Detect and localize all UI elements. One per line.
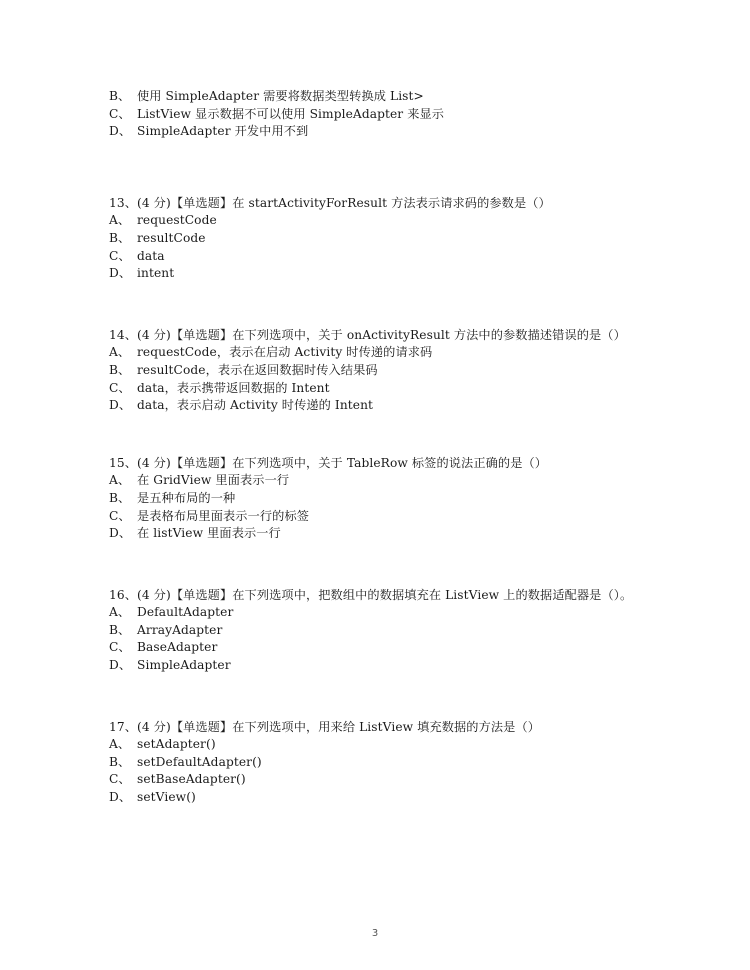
option-text: setBaseAdapter() (137, 772, 246, 787)
option-text: intent (137, 266, 175, 281)
option-letter: A、 (109, 737, 131, 752)
option-d (109, 265, 649, 283)
option-text: resultCode，表示在返回数据时传入结果码 (137, 362, 378, 377)
option-letter: C、 (109, 248, 131, 263)
option-text: data (137, 248, 165, 263)
option-letter: B、 (109, 89, 131, 103)
option-c (109, 106, 649, 124)
option-text: ListView 显示数据不可以使用 SimpleAdapter 来显示 (137, 106, 445, 121)
option-d (109, 397, 649, 415)
option-text: 是表格布局里面表示一行的标签 (137, 508, 310, 523)
option-b (109, 622, 649, 640)
option-c (109, 508, 649, 526)
option-a (109, 212, 649, 230)
option-a (109, 472, 649, 490)
option-text: resultCode (137, 230, 206, 245)
option-letter: B、 (109, 754, 131, 769)
option-d (109, 525, 649, 543)
option-text: requestCode，表示在启动 Activity 时传递的请求码 (137, 345, 433, 360)
previous-question-options (109, 88, 649, 141)
question-stem: 16、(4 分)【单选题】在下列选项中，把数组中的数据填充在 ListView 上的数据适配器是（）。 (109, 587, 633, 602)
option-c (109, 380, 649, 398)
option-text: 使用 SimpleAdapter 需要将数据类型转换成 List> (137, 89, 424, 103)
option-text: BaseAdapter (137, 640, 218, 655)
option-text: data，表示携带返回数据的 Intent (137, 380, 330, 395)
option-c (109, 639, 649, 657)
option-text: setDefaultAdapter() (137, 754, 262, 769)
option-text: setAdapter() (137, 737, 216, 752)
question-13 (109, 195, 649, 283)
page-number: 3 (371, 928, 379, 939)
question-14 (109, 327, 649, 415)
option-letter: A、 (109, 473, 131, 488)
option-letter: D、 (109, 266, 132, 281)
page-content (109, 88, 649, 807)
option-b (109, 230, 649, 248)
question-stem: 14、(4 分)【单选题】在下列选项中，关于 onActivityResult 方法中的参数描述错误的是（） (109, 327, 626, 342)
option-d (109, 657, 649, 675)
question-16 (109, 587, 649, 675)
option-text: 是五种布局的一种 (137, 490, 236, 505)
option-a (109, 604, 649, 622)
option-b (109, 754, 649, 772)
option-text: SimpleAdapter 开发中用不到 (137, 124, 309, 139)
option-text: data，表示启动 Activity 时传递的 Intent (137, 398, 374, 413)
question-stem: 17、(4 分)【单选题】在下列选项中，用来给 ListView 填充数据的方法是（） (109, 719, 541, 734)
option-a (109, 344, 649, 362)
option-letter: D、 (109, 398, 132, 413)
option-letter: A、 (109, 605, 131, 620)
option-letter: C、 (109, 640, 131, 655)
option-letter: D、 (109, 790, 132, 805)
option-b (109, 88, 649, 106)
option-letter: C、 (109, 380, 131, 395)
option-c (109, 248, 649, 266)
option-text: SimpleAdapter (137, 658, 231, 673)
option-text: 在 GridView 里面表示一行 (137, 473, 290, 488)
option-b (109, 362, 649, 380)
option-letter: B、 (109, 230, 131, 245)
option-d (109, 123, 649, 141)
option-c (109, 771, 649, 789)
option-letter: D、 (109, 658, 132, 673)
option-text: 在 listView 里面表示一行 (137, 526, 281, 541)
option-letter: C、 (109, 772, 131, 787)
option-letter: A、 (109, 213, 131, 228)
option-letter: C、 (109, 106, 131, 121)
option-text: DefaultAdapter (137, 605, 234, 620)
option-letter: B、 (109, 490, 131, 505)
question-stem: 13、(4 分)【单选题】在 startActivityForResult 方法表示请求码的参数是（） (109, 195, 551, 210)
option-d (109, 789, 649, 807)
question-17 (109, 719, 649, 807)
question-15 (109, 455, 649, 543)
option-a (109, 736, 649, 754)
option-text: requestCode (137, 213, 217, 228)
option-letter: D、 (109, 124, 132, 139)
option-text: setView() (137, 790, 196, 805)
option-letter: D、 (109, 526, 132, 541)
option-letter: C、 (109, 508, 131, 523)
option-text: ArrayAdapter (137, 622, 223, 637)
question-stem: 15、(4 分)【单选题】在下列选项中，关于 TableRow 标签的说法正确的是（） (109, 455, 548, 470)
option-letter: A、 (109, 345, 131, 360)
option-b (109, 490, 649, 508)
option-letter: B、 (109, 622, 131, 637)
option-letter: B、 (109, 362, 131, 377)
